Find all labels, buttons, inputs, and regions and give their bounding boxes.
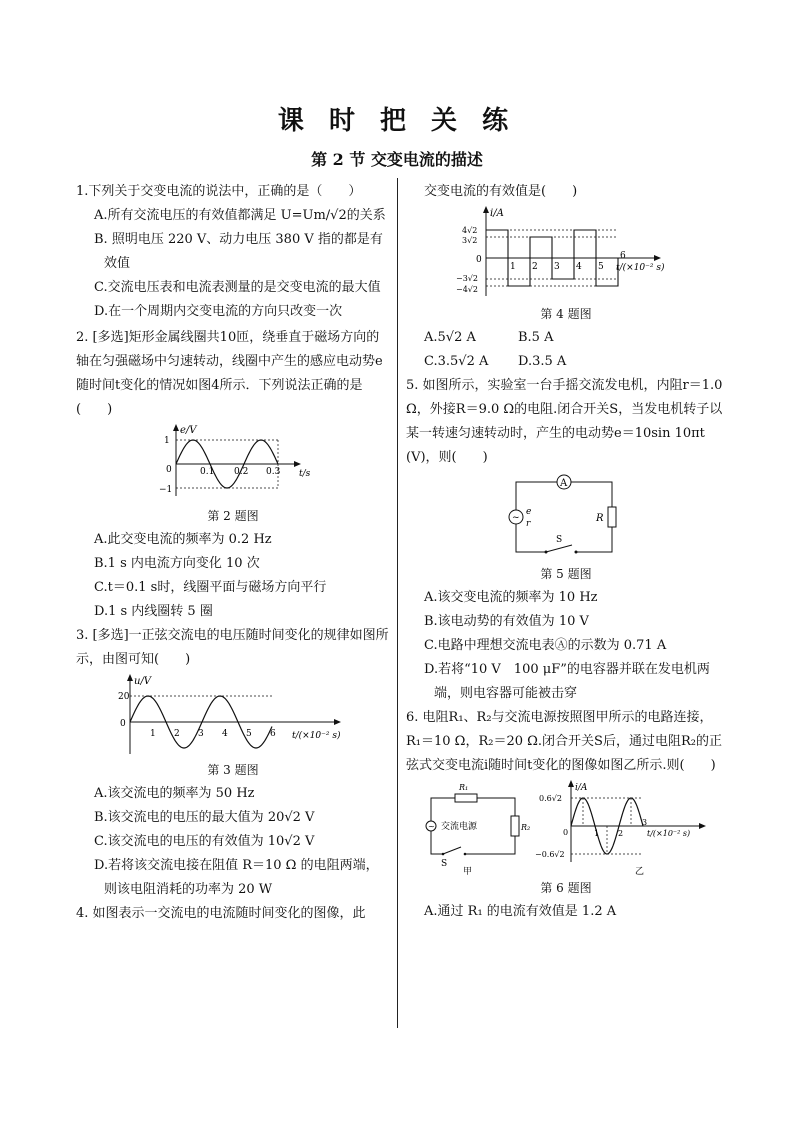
q2-tick-0.1: 0.1	[200, 467, 215, 477]
q4-tick-neg3root2: −3√2	[456, 274, 478, 283]
question-4-options-row1	[424, 326, 726, 350]
q3-tick-5: 5	[246, 729, 252, 739]
question-4-options-row2	[424, 350, 726, 374]
question-2-option-b: B.1 s 内电流方向变化 10 次	[94, 556, 260, 571]
q2-tick-0.2: 0.2	[234, 467, 249, 477]
question-1-option-b: B. 照明电压 220 V、动力电压 380 V 指的都是有效值	[94, 232, 383, 271]
q2-tick-neg1: −1	[159, 485, 173, 495]
q5-switch-label: S	[556, 535, 563, 545]
svg-text:~: ~	[428, 822, 435, 831]
question-1-option-c: C.交流电压表和电流表测量的是交变电流的最大值	[94, 280, 381, 295]
q6-r2-label: R₂	[521, 823, 531, 832]
question-6-figure	[421, 780, 711, 876]
q4-tick-6: 6	[620, 251, 626, 261]
q3-tick-3: 3	[198, 729, 204, 739]
question-2-caption: 第 2 题图	[207, 509, 259, 523]
question-1-option-a: A.所有交流电压的有效值都满足 U=Um/√2的关系	[94, 208, 386, 223]
question-5-option-a: A.该交变电流的频率为 10 Hz	[424, 590, 598, 605]
q2-tick-1: 1	[164, 436, 170, 446]
q4-tick-4root2: 4√2	[462, 226, 478, 235]
question-4-figure	[446, 206, 676, 298]
page-title: 课 时 把 关 练	[277, 106, 517, 136]
question-5-option-b: B.该电动势的有效值为 10 V	[424, 614, 589, 629]
q6-tick-3: 3	[642, 818, 648, 827]
q6-axis-t-label: t/(×10⁻² s)	[647, 829, 691, 838]
q6-tick-1: 1	[594, 829, 600, 838]
q4-tick-5: 5	[598, 262, 604, 272]
q2-axis-e-label: e/V	[180, 425, 197, 436]
q3-axis-t-label: t/(×10⁻² s)	[292, 731, 341, 741]
q4-tick-2: 2	[532, 262, 538, 272]
right-column	[406, 180, 726, 924]
question-1-stem: 1.下列关于交变电流的说法中，正确的是（ ）	[76, 184, 362, 199]
q6-tick-neg: −0.6√2	[535, 850, 565, 859]
question-3-stem: 3. [多选]一正弦交流电的电压随时间变化的规律如图所示，由图可知( )	[76, 628, 389, 667]
question-3-caption: 第 3 题图	[207, 763, 259, 777]
q3-tick-4: 4	[222, 729, 228, 739]
q4-axis-t-label: t/(×10⁻² s)	[616, 263, 665, 273]
question-5-caption: 第 5 题图	[540, 567, 592, 581]
question-3-option-d: D.若将该交流电接在阻值 R＝10 Ω 的电阻两端，则该电阻消耗的功率为 20 W	[94, 858, 379, 897]
question-2-option-a: A.此交变电流的频率为 0.2 Hz	[94, 532, 272, 547]
q4-tick-0: 0	[476, 255, 482, 265]
q6-r1-label: R₁	[459, 783, 469, 792]
q5-resistor-label: R	[596, 513, 604, 524]
question-3-option-a: A.该交流电的频率为 50 Hz	[94, 786, 255, 801]
question-4-caption: 第 4 题图	[540, 307, 592, 321]
question-2-stem: 2. [多选]矩形金属线圈共10匝，绕垂直于磁场方向的轴在匀强磁场中匀速转动，线圈中产生的感应电动势e随时间t变化的情况如图4所示．下列说法正确的是( )	[76, 330, 383, 417]
q3-tick-0: 0	[120, 719, 126, 729]
question-5-stem: 5. 如图所示，实验室一台手摇交流发电机，内阻r＝1.0 Ω，外接R＝9.0 Ω的电阻.闭合开关S，当发电机转子以某一转速匀速转动时，产生的电动势e＝10sin 10πt (V)，则( )	[406, 378, 723, 465]
question-4-option-b: B.5 A	[518, 330, 554, 345]
question-6-option-a: A.通过 R₁ 的电流有效值是 1.2 A	[424, 904, 617, 919]
q4-axis-i-label: i/A	[490, 208, 504, 219]
q4-tick-neg4root2: −4√2	[456, 285, 478, 294]
q6-source-label: 交流电源	[441, 822, 478, 832]
question-4-stem-part1: 4. 如图表示一交流电的电流随时间变化的图像，此	[76, 906, 366, 921]
q4-tick-3: 3	[554, 262, 560, 272]
left-column	[76, 180, 390, 926]
q6-tick-2: 2	[618, 829, 624, 838]
question-2-option-d: D.1 s 内线圈转 5 圈	[94, 604, 213, 619]
section-subtitle: 第 2 节 交变电流的描述	[311, 150, 483, 169]
q6-fig-yi-label: 乙	[635, 867, 645, 877]
question-2-figure	[158, 424, 311, 500]
q4-tick-4: 4	[576, 262, 582, 272]
q3-tick-2: 2	[174, 729, 180, 739]
q5-internal-r-label: r	[526, 519, 531, 529]
q6-axis-i-label: i/A	[575, 783, 588, 793]
q5-emf-label: e	[526, 507, 532, 517]
column-divider	[397, 178, 398, 1028]
q6-tick-pos: 0.6√2	[539, 794, 562, 803]
question-4-stem-part2: 交变电流的有效值是( )	[424, 184, 578, 199]
question-5-figure	[506, 472, 626, 562]
question-6-caption: 第 6 题图	[540, 881, 592, 895]
question-5-option-c: C.电路中理想交流电表Ⓐ的示数为 0.71 A	[424, 638, 667, 653]
question-3-option-b: B.该交流电的电压的最大值为 20√2 V	[94, 810, 315, 825]
q2-axis-t-label: t/s	[299, 469, 311, 479]
q6-tick-0: 0	[563, 828, 569, 837]
q2-tick-0.3: 0.3	[266, 467, 281, 477]
q5-ammeter-label: A	[560, 478, 568, 489]
q6-switch-label: S	[441, 859, 448, 869]
q4-tick-1: 1	[510, 262, 516, 272]
question-3-option-c: C.该交流电的电压的有效值为 10√2 V	[94, 834, 315, 849]
q2-tick-0: 0	[166, 465, 172, 475]
q3-tick-1: 1	[150, 729, 156, 739]
question-4-option-a: A.5√2 A	[424, 330, 476, 345]
q3-tick-6: 6	[270, 729, 276, 739]
question-6-stem: 6. 电阻R₁、R₂与交流电源按照图甲所示的电路连接，R₁＝10 Ω，R₂＝20 Ω.闭合开关S后，通过电阻R₂的正弦式交变电流i随时间t变化的图像如图乙所示.则( )	[406, 710, 722, 773]
svg-text:~: ~	[512, 513, 520, 523]
question-5-option-d: D.若将“10 V 100 μF”的电容器并联在发电机两端，则电容器可能被击穿	[424, 662, 710, 701]
question-3-figure	[118, 674, 348, 756]
question-1-option-d: D.在一个周期内交变电流的方向只改变一次	[94, 304, 343, 319]
q6-fig-jia-label: 甲	[463, 867, 473, 877]
q3-axis-u-label: u/V	[134, 676, 152, 687]
question-2-option-c: C.t＝0.1 s时，线圈平面与磁场方向平行	[94, 580, 327, 595]
q3-tick-20: 20	[118, 692, 130, 702]
question-4-option-d: D.3.5 A	[518, 354, 567, 369]
question-4-option-c: C.3.5√2 A	[424, 354, 489, 369]
q4-tick-3root2: 3√2	[462, 236, 478, 245]
